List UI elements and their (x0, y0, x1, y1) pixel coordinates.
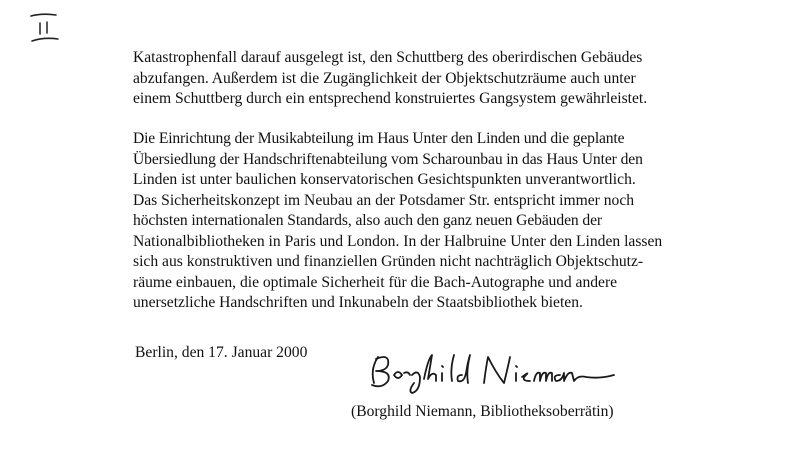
text-line: Übersiedlung der Handschriftenabteilung vom Scharounbau in das Haus Unter den (133, 150, 643, 168)
text-line: einem Schuttberg durch ein entsprechend konstruiertes Gangsystem gewährleistet. (133, 90, 648, 107)
text-line: Nationalbibliotheken in Paris und London. In der Halbruine Unter den Linden lassen (133, 232, 663, 250)
paragraph-shelter-access (133, 48, 693, 110)
signer-name-title: (Borghild Niemann, Bibliotheksoberrätin) (351, 403, 614, 420)
text-line: Die Einrichtung der Musikabteilung im Haus Unter den Linden und die geplante (133, 130, 625, 147)
paragraph-security-concept (133, 129, 693, 314)
handwritten-page-number-mark (28, 10, 62, 50)
date-place-line: Berlin, den 17. Januar 2000 (135, 344, 308, 361)
text-line: unersetzliche Handschriften und Inkunabeln der Staatsbibliothek bieten. (133, 294, 583, 311)
text-line: räume einbauen, die optimale Sicherheit für die Bach-Autographe und andere (133, 273, 618, 291)
handwritten-signature (364, 349, 626, 397)
text-line: Das Sicherheitskonzept im Neubau an der Potsdamer Str. entspricht immer noch (133, 191, 635, 209)
text-line: sich aus konstruktiven und finanziellen Gründen nicht nachträglich Objektschutz- (133, 253, 644, 270)
text-line: abzufangen. Außerdem ist die Zugänglichkeit der Objektschutzräume auch unter (133, 69, 636, 87)
text-line: Katastrophenfall darauf ausgelegt ist, den Schuttberg des oberirdischen Gebäudes (133, 49, 643, 66)
text-line: Linden ist unter baulichen konservatorischen Gesichtspunkten unverantwortlich. (133, 171, 636, 188)
text-line: höchsten internationalen Standards, also auch den ganz neuen Gebäuden der (133, 212, 603, 229)
